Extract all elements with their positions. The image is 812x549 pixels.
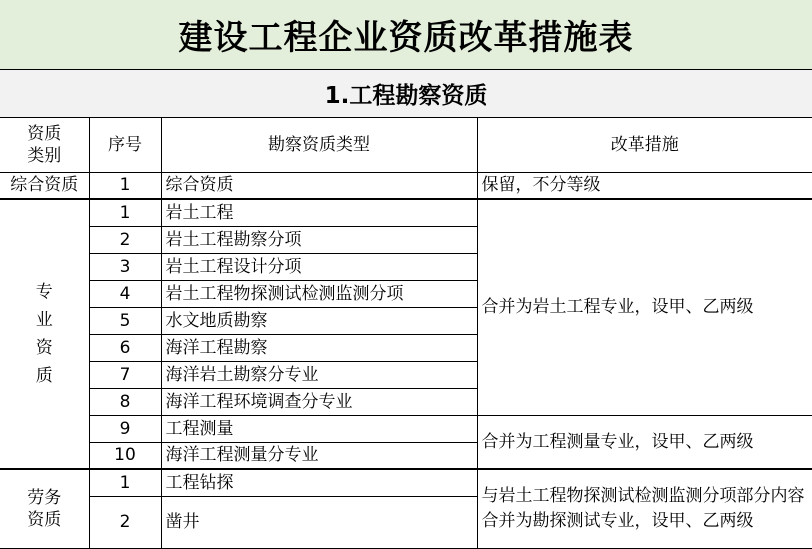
row-type: 岩土工程设计分项: [161, 253, 477, 280]
page-title: 建设工程企业资质改革措施表: [178, 18, 634, 58]
row-index: 1: [89, 172, 161, 199]
row-index: 9: [89, 415, 161, 442]
row-index: 8: [89, 388, 161, 415]
row-type: 岩土工程: [161, 199, 477, 226]
header-category-line2: 类别: [27, 145, 62, 166]
category-labor: [0, 469, 89, 548]
row-index: 2: [89, 226, 161, 253]
measure-comprehensive: 保留，不分等级: [477, 172, 812, 199]
header-row: [0, 118, 812, 172]
header-index: 序号: [89, 118, 161, 172]
row-index: 2: [89, 496, 161, 548]
row-index: 1: [89, 469, 161, 496]
row-index: 4: [89, 280, 161, 307]
row-type: 水文地质勘察: [161, 307, 477, 334]
row-type: 综合资质: [161, 172, 477, 199]
section-title: 1.工程勘察资质: [324, 83, 488, 109]
table-row: [0, 172, 812, 199]
table-row: [0, 199, 812, 226]
row-type: 工程钻探: [161, 469, 477, 496]
measure-labor: 与岩土工程物探测试检测监测分项部分内容合并为勘探测试专业，设甲、乙两级: [477, 469, 812, 548]
header-category: [0, 118, 89, 172]
category-professional-label: 专业资质: [35, 282, 53, 386]
table-row: [0, 469, 812, 496]
header-type: 勘察资质类型: [161, 118, 477, 172]
row-index: 3: [89, 253, 161, 280]
measure-survey: 合并为工程测量专业，设甲、乙两级: [477, 415, 812, 469]
row-index: 6: [89, 334, 161, 361]
qualification-table: [0, 118, 812, 549]
row-type: 海洋工程测量分专业: [161, 442, 477, 469]
row-type: 工程测量: [161, 415, 477, 442]
row-type: 凿井: [161, 496, 477, 548]
category-professional: [0, 199, 89, 469]
header-category-line1: 资质: [27, 123, 62, 144]
subtitle-bar: [0, 70, 812, 118]
row-type: 海洋工程勘察: [161, 334, 477, 361]
category-comprehensive: 综合资质: [0, 172, 89, 199]
title-bar: [0, 0, 812, 70]
table-row: [0, 415, 812, 442]
row-index: 5: [89, 307, 161, 334]
row-index: 7: [89, 361, 161, 388]
category-labor-line1: 劳务: [27, 487, 62, 508]
row-type: 海洋工程环境调查分专业: [161, 388, 477, 415]
row-type: 海洋岩土勘察分专业: [161, 361, 477, 388]
measure-geotech: 合并为岩土工程专业，设甲、乙两级: [477, 199, 812, 415]
row-type: 岩土工程勘察分项: [161, 226, 477, 253]
header-measure: 改革措施: [477, 118, 812, 172]
row-type: 岩土工程物探测试检测监测分项: [161, 280, 477, 307]
row-index: 10: [89, 442, 161, 469]
category-labor-line2: 资质: [27, 509, 62, 530]
row-index: 1: [89, 199, 161, 226]
